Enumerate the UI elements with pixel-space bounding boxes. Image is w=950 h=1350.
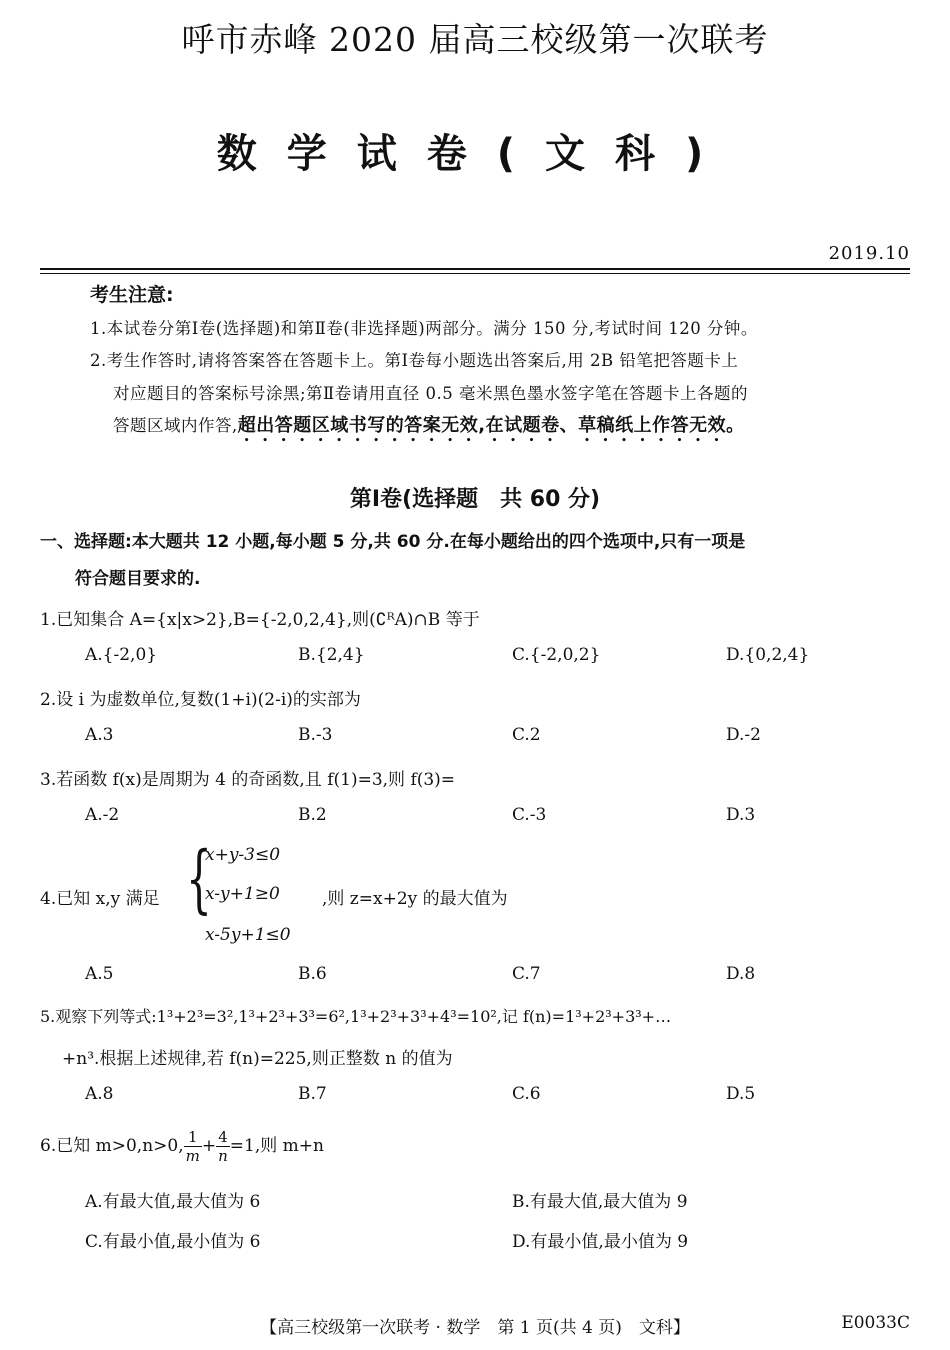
- fraction-1-over-m: [184, 1128, 202, 1165]
- exam-title: 呼市赤峰 2020 届高三校级第一次联考: [181, 20, 769, 59]
- fraction-4-over-n: [216, 1128, 230, 1165]
- notice-item-1: 1.本试卷分第Ⅰ卷(选择题)和第Ⅱ卷(非选择题)两部分。满分 150 分,考试时间 120 分钟。: [90, 319, 758, 338]
- notice-heading: 考生注意:: [90, 284, 174, 306]
- notice-emphasis: 超出答题区域书写的答案无效,在试题卷、草稿纸上作答无效。: [237, 415, 745, 436]
- question-6-stem-prefix: 6.已知 m>0,n>0,: [40, 1136, 184, 1156]
- question-6-option-b: B.有最大值,最大值为 9: [512, 1192, 688, 1212]
- question-3-option-b: B.2: [298, 805, 327, 825]
- question-1-option-d: D.{0,2,4}: [726, 645, 810, 665]
- question-5-option-a: A.8: [85, 1084, 114, 1104]
- left-brace: {: [186, 836, 212, 922]
- notice-item-2-line-1: 2.考生作答时,请将答案答在答题卡上。第Ⅰ卷每小题选出答案后,用 2B 铅笔把答题卡上: [90, 351, 739, 370]
- question-2-option-d: D.-2: [726, 725, 761, 745]
- question-4-option-a: A.5: [85, 964, 114, 984]
- question-6-option-d: D.有最小值,最小值为 9: [512, 1232, 689, 1252]
- question-4-option-c: C.7: [512, 964, 541, 984]
- question-5-stem-line-2: +n³.根据上述规律,若 f(n)=225,则正整数 n 的值为: [62, 1049, 453, 1069]
- question-5-option-c: C.6: [512, 1084, 541, 1104]
- paper-code: E0033C: [841, 1313, 910, 1333]
- question-6-option-a: A.有最大值,最大值为 6: [85, 1192, 261, 1212]
- question-4-condition-2: x-y+1≥0: [205, 884, 280, 904]
- question-6-stem-suffix: =1,则 m+n: [229, 1136, 324, 1156]
- question-3-stem: 3.若函数 f(x)是周期为 4 的奇函数,且 f(1)=3,则 f(3)=: [40, 770, 456, 790]
- question-6-stem: [40, 1124, 324, 1168]
- question-1-option-c: C.{-2,0,2}: [512, 645, 601, 665]
- fraction-2-numerator: 4: [216, 1128, 230, 1147]
- question-4-option-b: B.6: [298, 964, 327, 984]
- page-footer: 【高三校级第一次联考 · 数学 第 1 页(共 4 页) 文科】: [260, 1318, 690, 1338]
- question-4-stem-prefix: 4.已知 x,y 满足: [40, 889, 160, 909]
- question-5-stem-line-1: 5.观察下列等式:1³+2³=3²,1³+2³+3³=6²,1³+2³+3³+4³=10²,记 f(n)=1³+2³+3³+…: [40, 1007, 672, 1026]
- question-1-option-a: A.{-2,0}: [85, 645, 158, 665]
- exam-date: 2019.10: [828, 243, 910, 264]
- header-rule-thin: [40, 273, 910, 274]
- fraction-2-denominator: n: [218, 1147, 228, 1165]
- question-1-stem: 1.已知集合 A={x|x>2},B={-2,0,2,4},则(∁ᴿA)∩B 等于: [40, 610, 480, 630]
- question-2-option-c: C.2: [512, 725, 541, 745]
- question-4-condition-1: x+y-3≤0: [205, 845, 281, 865]
- question-4-option-d: D.8: [726, 964, 756, 984]
- question-3-option-d: D.3: [726, 805, 756, 825]
- question-3-option-c: C.-3: [512, 805, 547, 825]
- question-1-option-b: B.{2,4}: [298, 645, 365, 665]
- question-5-option-b: B.7: [298, 1084, 327, 1104]
- notice-item-2-line-3-plain: 答题区域内作答,: [113, 416, 238, 435]
- question-3-option-a: A.-2: [85, 805, 120, 825]
- question-2-stem: 2.设 i 为虚数单位,复数(1+i)(2-i)的实部为: [40, 690, 361, 710]
- question-2-option-a: A.3: [85, 725, 114, 745]
- fraction-1-numerator: 1: [184, 1128, 202, 1147]
- section-title: 第Ⅰ卷(选择题 共 60 分): [349, 487, 601, 512]
- section-intro-line-2: 符合题目要求的.: [75, 569, 201, 589]
- question-5-option-d: D.5: [726, 1084, 756, 1104]
- question-2-option-b: B.-3: [298, 725, 333, 745]
- section-intro-line-1: 一、选择题:本大题共 12 小题,每小题 5 分,共 60 分.在每小题给出的四个选项中,只有一项是: [40, 532, 746, 552]
- question-6-option-c: C.有最小值,最小值为 6: [85, 1232, 261, 1252]
- plus-sign: +: [201, 1136, 217, 1156]
- question-4-condition-3: x-5y+1≤0: [205, 925, 291, 945]
- question-4-stem-suffix: ,则 z=x+2y 的最大值为: [322, 889, 508, 909]
- notice-item-2-line-2: 对应题目的答案标号涂黑;第Ⅱ卷请用直径 0.5 毫米黑色墨水签字笔在答题卡上各题的: [113, 384, 749, 403]
- notice-item-2-line-3: [113, 411, 745, 446]
- fraction-1-denominator: m: [185, 1147, 200, 1165]
- header-rule-thick: [40, 268, 910, 270]
- subject-title: 数学试卷(文科): [216, 131, 734, 177]
